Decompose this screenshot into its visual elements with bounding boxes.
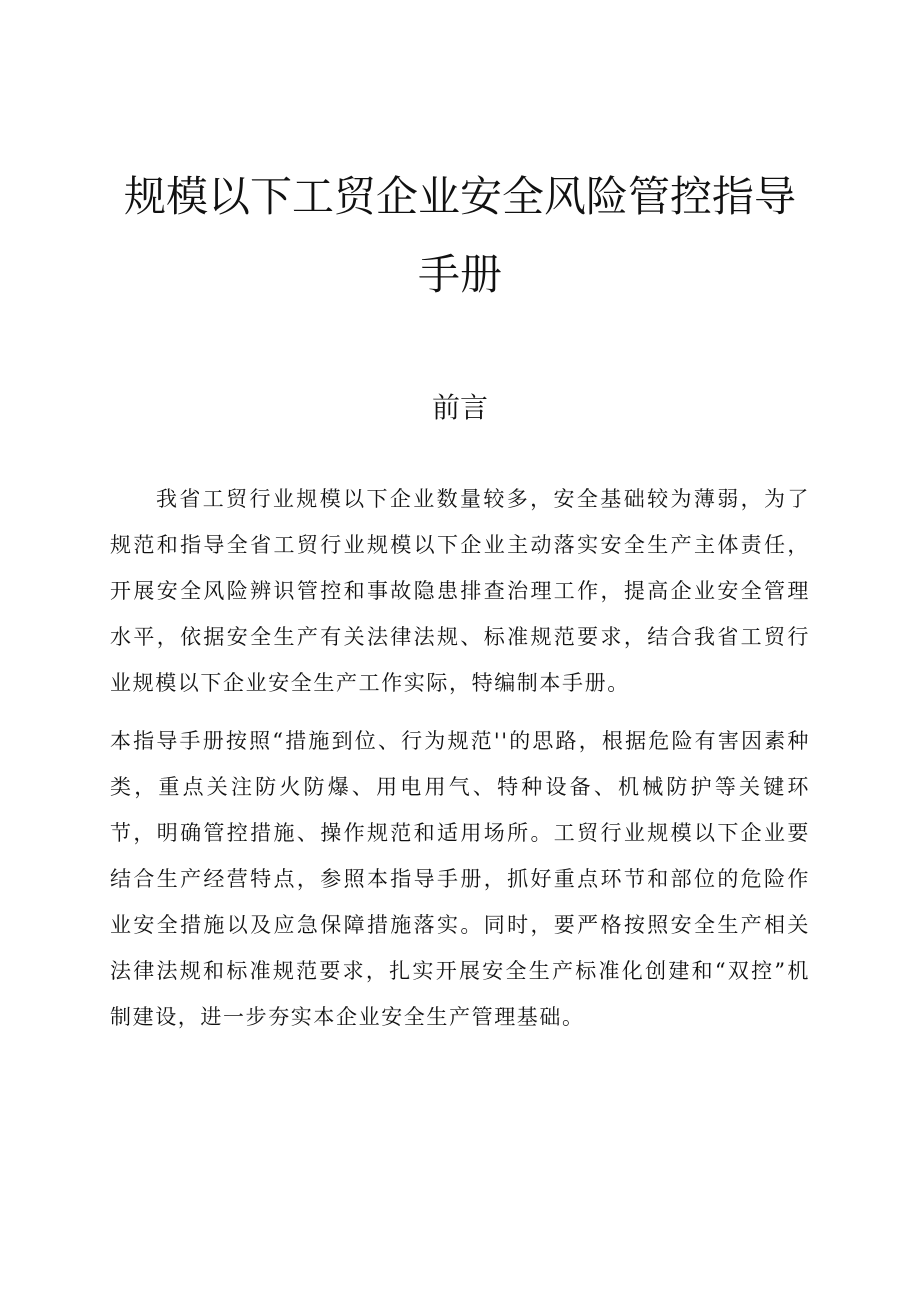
- preface-paragraph-1: 我省工贸行业规模以下企业数量较多，安全基础较为薄弱，为了规范和指导全省工贸行业规模以下企业主动落实安全生产主体责任，开展安全风险辨识管控和事故隐患排查治理工作，提高企业安全管理水平，依据安全生产有关法律法规、标准规范要求，结合我省工贸行业规模以下企业安全生产工作实际，特编制本手册。: [110, 487, 810, 695]
- preface-paragraph-2: 本指导手册按照“措施到位、行为规范''的思路，根据危险有害因素种类，重点关注防火防爆、用电用气、特种设备、机械防护等关键环节，明确管控措施、操作规范和适用场所。工贸行业规模以下企业要结合生产经营特点，参照本指导手册，抓好重点环节和部位的危险作业安全措施以及应急保障措施落实。同时，要严格按照安全生产相关法律法规和标准规范要求，扎实开展安全生产标准化创建和“双控”机制建设，进一步夯实本企业安全生产管理基础。: [110, 729, 810, 1029]
- section-heading-preface: 前言: [431, 391, 488, 424]
- document-title: 规模以下工贸企业安全风险管控指导手册: [123, 172, 796, 299]
